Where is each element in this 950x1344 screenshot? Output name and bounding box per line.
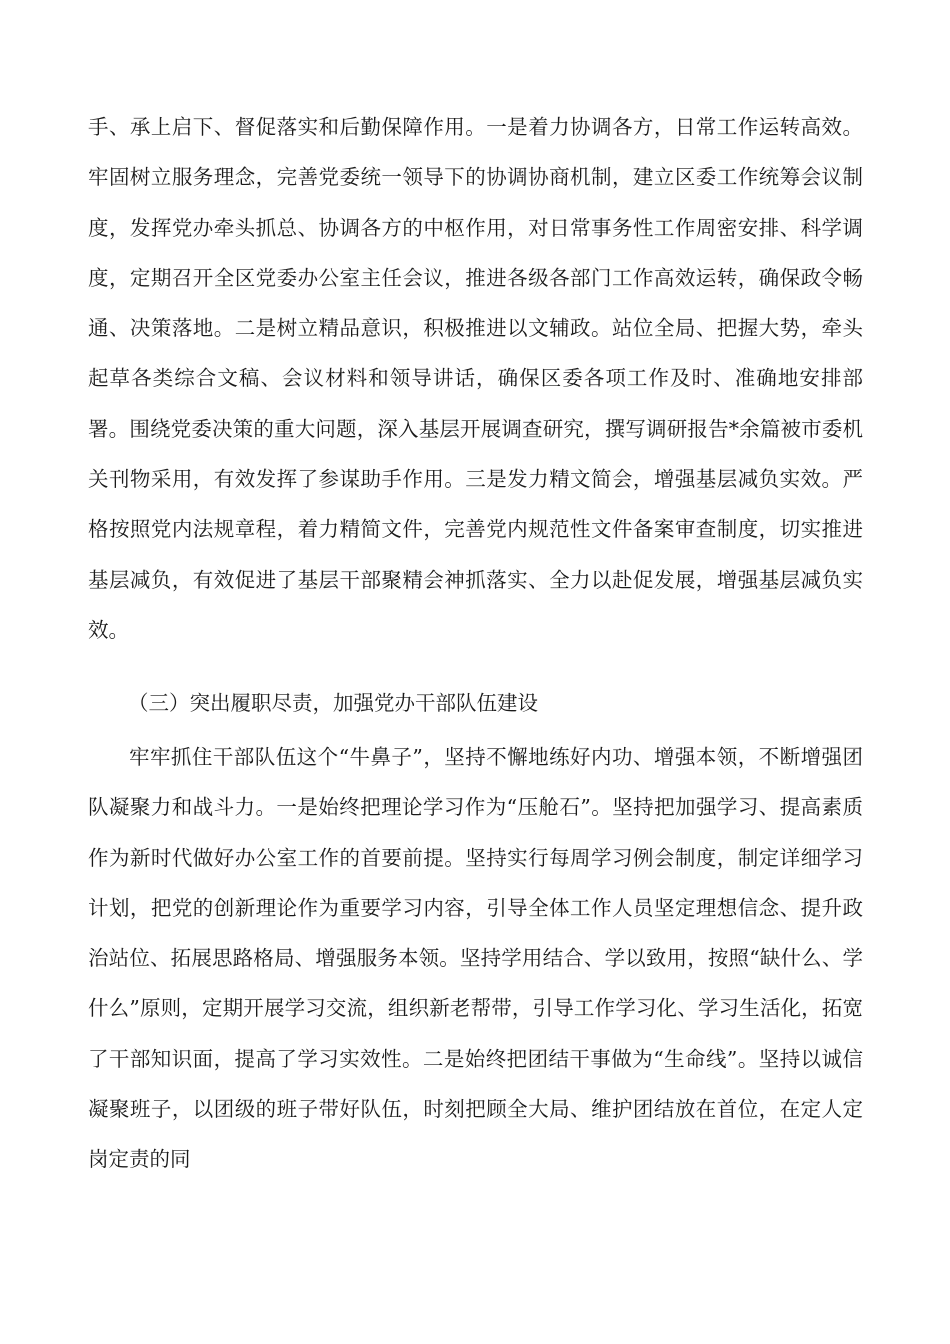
body-paragraph-section-three: 牢牢抓住干部队伍这个“牛鼻子”，坚持不懈地练好内功、增强本领，不断增强团队凝聚力和战斗力。一是始终把理论学习作为“压舱石”。坚持把加强学习、提高素质作为新时代做好办公室工作的首要前提。坚持实行每周学习例会制度，制定详细学习计划，把党的创新理论作为重要学习内容，引导全体工作人员坚定理想信念、提升政治站位、拓展思路格局、增强服务本领。坚持学用结合、学以致用，按照“缺什么、学什么”原则，定期开展学习交流，组织新老帮带，引导工作学习化、学习生活化，拓宽了干部知识面，提高了学习实效性。二是始终把团结干事做为“生命线”。坚持以诚信凝聚班子，以团级的班子带好队伍，时刻把顾全大局、维护团结放在首位，在定人定岗定责的同	[88, 745, 863, 1172]
section-heading-three: （三）突出履职尽责，加强党办干部队伍建设	[128, 691, 538, 715]
body-paragraph-continuation: 手、承上启下、督促落实和后勤保障作用。一是着力协调各方，日常工作运转高效。牢固树立服务理念，完善党委统一领导下的协调协商机制，建立区委工作统筹会议制度，发挥党办牵头抓总、协调各方的中枢作用，对日常事务性工作周密安排、科学调度，定期召开全区党委办公室主任会议，推进各级各部门工作高效运转，确保政令畅通、决策落地。二是树立精品意识，积极推进以文辅政。站位全局、把握大势，牵头起草各类综合文稿、会议材料和领导讲话，确保区委各项工作及时、准确地安排部署。围绕党委决策的重大问题，深入基层开展调查研究，撰写调研报告*余篇被市委机关刊物采用，有效发挥了参谋助手作用。三是发力精文简会，增强基层减负实效。严格按照党内法规章程，着力精简文件，完善党内规范性文件备案审查制度，切实推进基层减负，有效促进了基层干部聚精会神抓落实、全力以赴促发展，增强基层减负实效。	[88, 115, 863, 642]
